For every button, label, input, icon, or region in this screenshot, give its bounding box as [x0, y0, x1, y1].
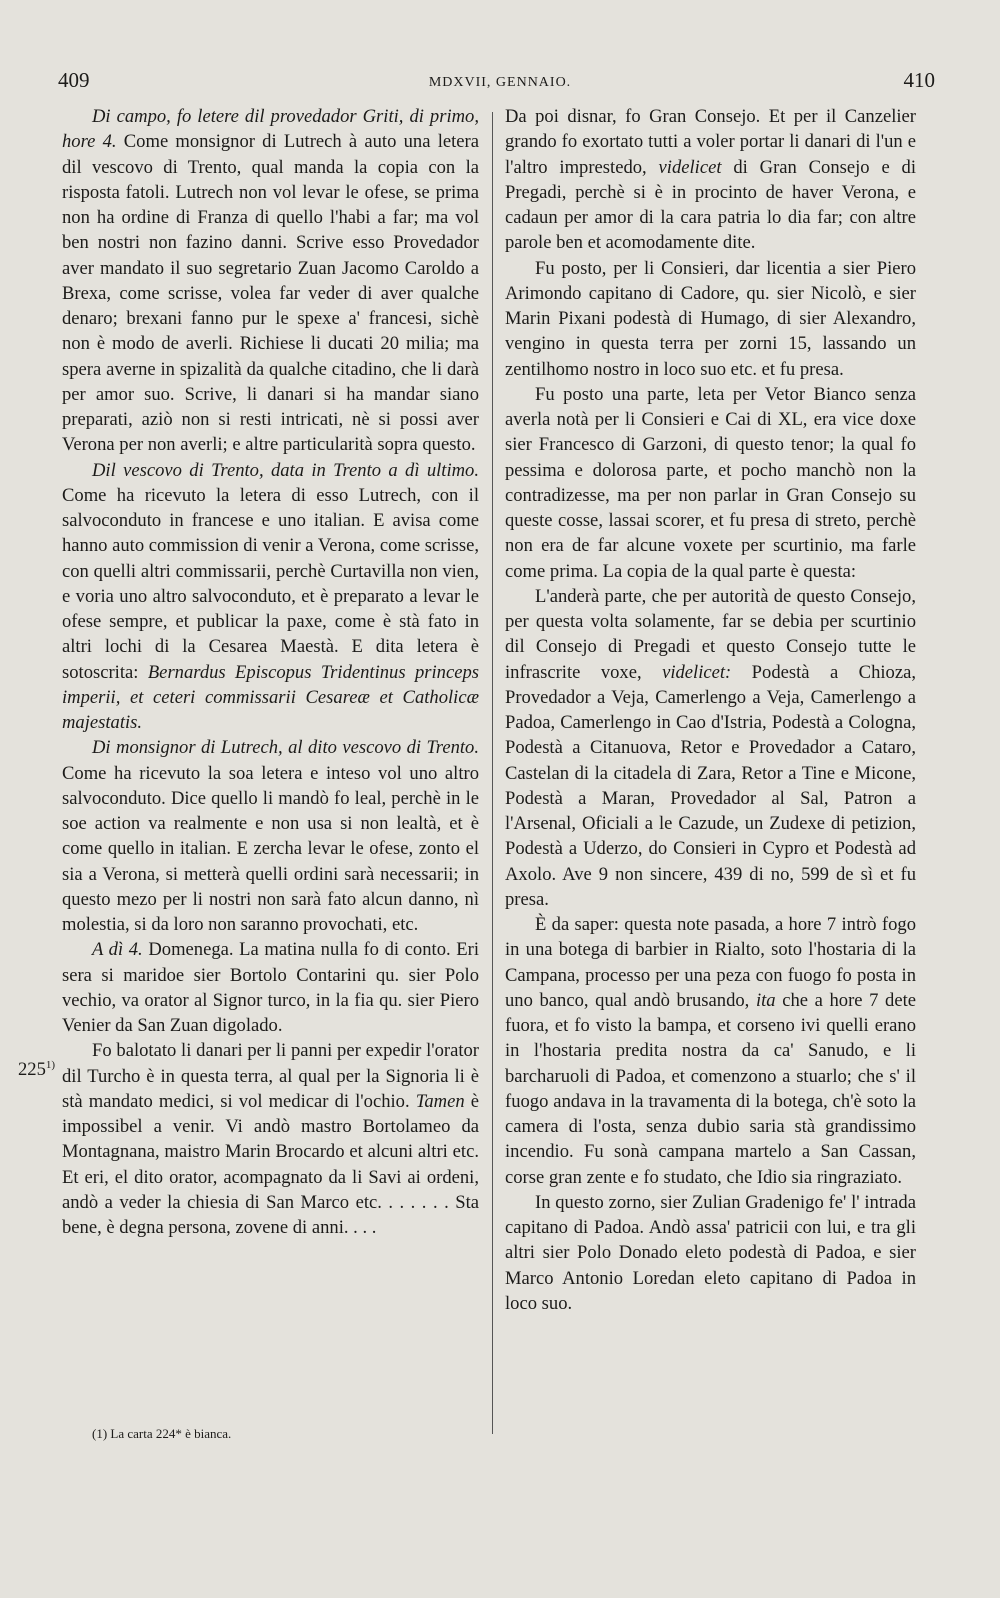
- paragraph: [62, 104, 479, 458]
- margin-folio-number: 225$^{1)}$: [18, 1059, 56, 1081]
- paragraph-text: Domenega. La matina nulla fo di conto. Eri sera si maridoe sier Bortolo Contarini qu. sier Polo vechio, va orator al Signor turco, in la fia qu. sier Piero Venier da San Zuan digolado.: [62, 939, 479, 1036]
- entry-heading: A dì 4.: [92, 939, 143, 961]
- paragraph-text: Da poi disnar, fo Gran Consejo. Et per il Canzelier grando fo exortato tutti a voler portar li danari di l'un e l'altro imprestedo,: [505, 106, 916, 178]
- paragraph: [505, 104, 916, 256]
- paragraph-text: L'anderà parte, che per autorità de questo Consejo, per questa volta solamente, far se debia per scurtinio dil Consejo di Pregadi et questo Consejo tutte le infrascrite voxe,: [505, 585, 916, 683]
- paragraph: [62, 458, 479, 736]
- column-divider: [492, 112, 493, 1434]
- paragraph-text: In questo zorno, sier Zulian Gradenigo fe' l' intrada capitano di Padoa. Andò assa' patricii con lui, e tra gli altri sier Polo Donado eleto podestà di Padoa, e sier Marco Antonio Loredan eleto capitano di Padoa in loco suo.: [505, 1191, 916, 1314]
- entry-heading: Dil vescovo di Trento, data in Trento a dì ultimo.: [92, 459, 479, 481]
- paragraph-text: Fu posto, per li Consieri, dar licentia a sier Piero Arimondo capitano di Cadore, qu. sier Nicolò, e sier Marin Pixani podestà di Humago, di sier Alexandro, vengino in questa terra per zorni 15, lassando un zentilhomo nostro in loco suo etc. et fu presa.: [505, 257, 916, 380]
- right-column: [505, 104, 916, 1316]
- paragraph-text: che a hore 7 dete fuora, et fo visto la bampa, et corseno ivi quelli erano in l'hostaria predita nostra da ca' Sanudo, e li barcharuoli di Padoa, et comenzono a stuarlo; che s' il fuogo andava in la travamenta di la botega, ch'è soto la camera di l'osta, senza dubio saria stà grandissimo incendio. Fu sonà campana martelo a San Cassan, corse gran zente e fo studato, che Idio sia ringraziato.: [505, 989, 916, 1188]
- paragraph: [62, 1038, 479, 1240]
- entry-heading: Di campo, fo letere dil provedador Griti, di primo, hore 4.: [62, 106, 479, 153]
- signature-latin: Bernardus Episcopus Tridentinus princeps imperii, et ceteri commissarii Cesareæ et Catholicæ majestatis.: [62, 661, 479, 733]
- italic-word: videlicet: [658, 156, 722, 178]
- paragraph-text: Come ha ricevuto la soa letera e inteso vol uno altro salvoconduto. Dice quello li mandò fo leal, perchè in le soe action va realmente e non usa si non lealtà, et è come quello in italian. E zercha levar le ofese, zonto el sia a Verona, si metterà quelli ordini sarà necessarii; in questo mezo per li nostri non sarà fato alcun danno, nì molestia, si da loro non saranno provochati, etc.: [62, 762, 479, 935]
- footnote: (1) La carta 224* è bianca.: [92, 1426, 232, 1441]
- paragraph: [505, 912, 916, 1190]
- paragraph-text: È da saper: questa note pasada, a hore 7 intrò fogo in una botega di barbier in Rialto, soto l'hostaria di la Campana, processo per una peza con fuogo fo posta in uno banco, qual andò brusando,: [505, 914, 916, 1011]
- paragraph-text: Come monsignor di Lutrech à auto una letera dil vescovo di Trento, qual manda la copia con la risposta fatoli. Lutrech non vol levar le ofese, se prima non ha ordine di Franza di quello l'habi a far; ma vol ben nostri non fazino danni. Scrive esso Provedador aver mandato il suo segretario Zuan Jacomo Caroldo a Brexa, come scrisse, volea far veder di aver qualche denaro; brexani fanno pur le spexe a' francesi, sichè non è modo de averli. Richiese li ducati 20 milia; ma spera averne in spizalità da qualche citadino, che li darà per amor suo. Scrive, li danari si ha mandar siano preparati, aziò non si resti intricati, nè si possi aver Verona per non averli; e altre particularità sopra questo.: [62, 131, 479, 456]
- right-page-number: 410: [903, 68, 935, 92]
- paragraph-text: Podestà a Chioza, Provedador a Veja, Camerlengo a Veja, Camerlengo a Padoa, Camerlengo in Cao d'Istria, Podestà a Cologna, Podestà a Citanuova, Retor e Provedador a Cataro, Castelan di la citadela di Zara, Retor a Tine e Micone, Podestà a Maran, Provedador al Sal, Patron a l'Arsenal, Oficiali a le Cazude, un Zudexe di petizion, Podestà a Uderzo, do Consieri in Cypro et Podestà ad Axolo. Ave 9 non sincere, 439 di no, 599 de sì et fu presa.: [505, 661, 916, 910]
- italic-word: ita: [755, 989, 776, 1011]
- paragraph: [505, 382, 916, 584]
- entry-heading: Di monsignor di Lutrech, al dito vescovo di Trento.: [92, 737, 479, 759]
- running-header: MDXVII, GENNAIO.: [428, 75, 572, 90]
- paragraph: [505, 256, 916, 382]
- paragraph-text: di Gran Consejo e di Pregadi, perchè si è in procinto de haver Verona, e cadaun per amor di la cara patria lo dia far; con altre parole ben et acomodamente dite.: [505, 156, 916, 254]
- paragraph: [505, 1190, 916, 1316]
- paragraph-text: Come ha ricevuto la letera di esso Lutrech, con il salvoconduto in francese e uno italian. E avisa come hanno auto commission di venir a Verona, come scrisse, con quelli altri commissarii, perchè Curtavilla non vien, e voria uno altro salvoconduto, et è preparato a levar le ofese sempre, et publicar la paxe, come è stà fato in altri lochi di la Cesarea Maestà. E dita letera è sotoscrita:: [62, 484, 479, 683]
- italic-word: videlicet:: [662, 661, 732, 683]
- left-page-number: 409: [58, 68, 90, 92]
- paragraph: [62, 937, 479, 1038]
- paragraph-text: Fu posto una parte, leta per Vetor Bianco senza averla notà per li Consieri e Cai di XL, era vice doxe sier Francesco di Garzoni, di questo tenor; la qual fo pessima e dolorosa parte, et pocho manchò non la contradizesse, ma per non parlar in Gran Consejo su queste cosse, lassai scorer, et fu presa di streto, perchè non era de far alcune voxete per scurtinio, ma farle come prima. La copia de la qual parte è questa:: [505, 383, 916, 582]
- paragraph: [62, 735, 479, 937]
- paragraph-text: Fo balotato li danari per li panni per expedir l'orator dil Turcho è in questa terra, al qual per la Signoria li è stà mandato medici, si vol medicar di l'ochio.: [62, 1040, 479, 1112]
- italic-word: Tamen: [415, 1090, 465, 1112]
- paragraph: [505, 584, 916, 912]
- paragraph-text: è impossibel a venir. Vi andò mastro Bortolameo da Montagnana, maistro Marin Brocardo et alcuni altri etc. Et eri, el dito orator, acompagnato da li Savi ai ordeni, andò a veder la chiesia di San Marco etc. . . . . . . Sta bene, è degna persona, zovene di anni. . . .: [62, 1090, 479, 1238]
- left-column: [62, 104, 479, 1240]
